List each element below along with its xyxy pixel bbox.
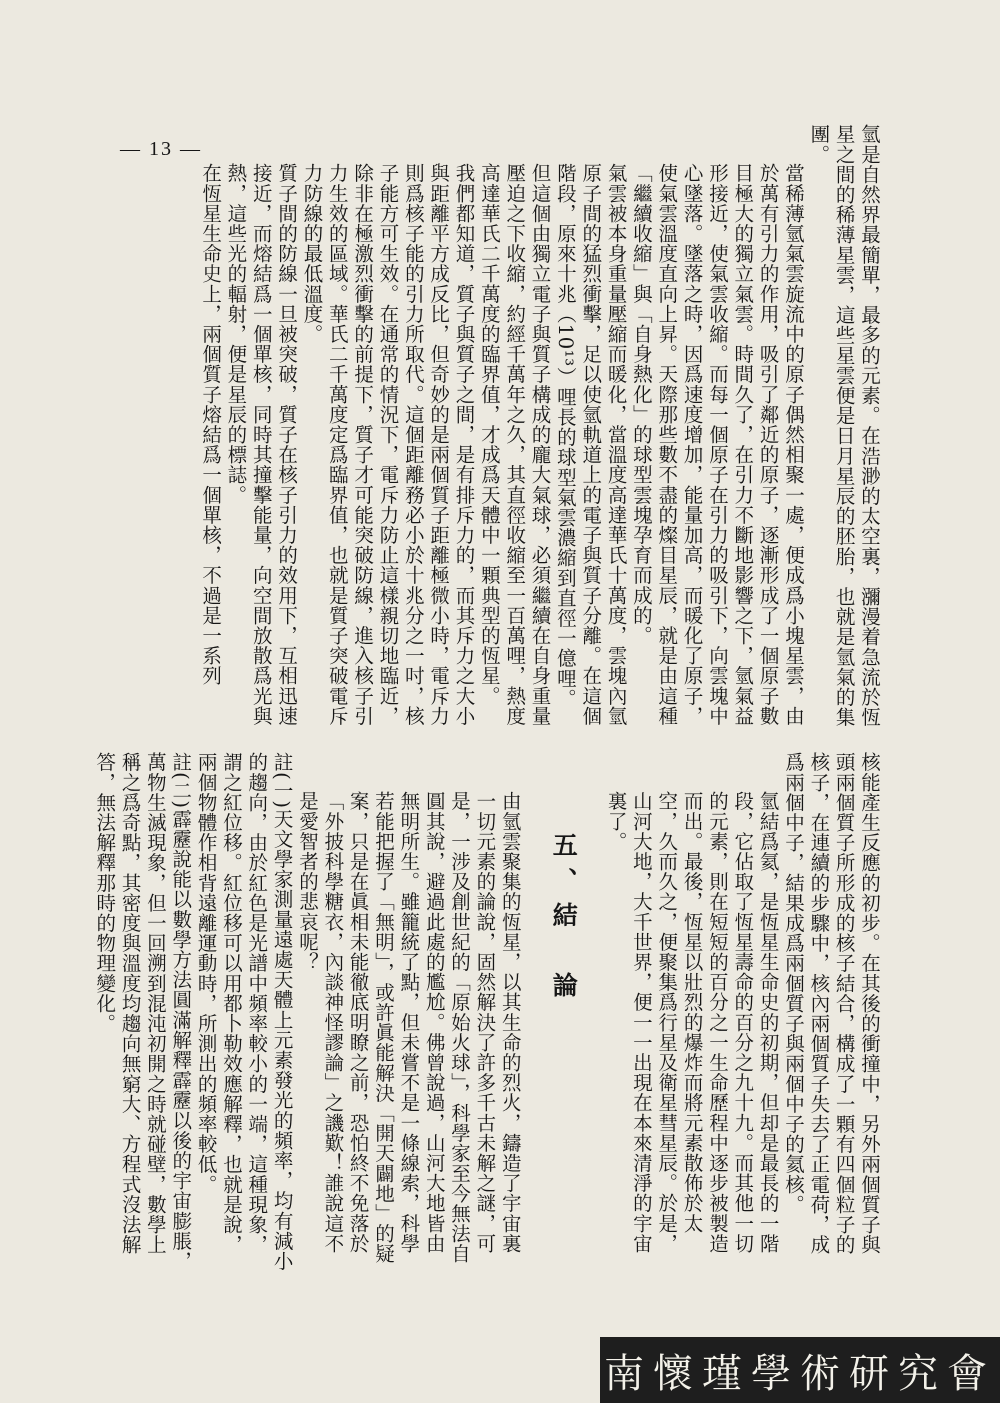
footnote: 註(一)天文學家測量遠處天體上元素發光的頻率，均有減小的趨向，由於紅色是光譜中頻率較小的一端，這種現象，謂之紅位移。紅位移可以用都卜勒效應解釋，也就是說，兩個物體作相背遠離運動時，所測出的頻率較低。 xyxy=(194,752,294,1271)
paragraph: 核能產生反應的初步。在其後的衝撞中，另外兩個質子與頭兩個質子所形成的核子結合，構成了一顆有四個粒子的核子，在連續的步驟中，核內兩個質子失去了正電荷，成爲兩個中子，結果成爲兩個質子與兩個中子的氦核。 xyxy=(781,752,881,1255)
paragraph: 由氫雲聚集的恆星，以其生命的烈火，鑄造了宇宙裏一切元素的論說，固然解決了許多千古未解之謎，可是，一涉及創世紀的「原始火球」，科學家至今無法自圓其說，避過此處的尷尬。佛曾說過，山河大地皆由無明所生。雖籠統了點，但未嘗不是一條線索，科學若能把握了「無明」，或許眞能解決「開天闢地」的疑案，只是在眞相未能徹底明瞭之前，恐怕終不免落於「外披科學糖衣，內談神怪謬論」之譏歎！誰說這不是愛智者的悲哀呢？ xyxy=(295,791,522,1264)
lower-text-block xyxy=(93,752,882,1272)
paragraph: 當稀薄氫氣雲旋流中的原子偶然相聚一處，便成爲小塊星雲，由於萬有引力的作用，吸引了鄰近的原子，逐漸形成了一個原子數目極大的獨立氣雲。時間久了，在引力不斷地影響之下，氫氣益形接近，使氣雲收縮。而每一個原子在引力的吸引下，向雲塊中心墜落。墜落之時，因爲速度增加，能量加高，而暖化了原子，使氣雲溫度直向上昇。天際那些數不盡的燦目星辰，就是由這種「繼續收縮」與「自身熱化」的球型雲塊孕育而成的。 xyxy=(629,163,805,726)
paragraph: 我們都知道，質子與質子之間，是有排斥力的，而其斥力之大小與距離平方成反比，但奇妙的是兩個質子距離極微小時，電斥力則爲核子能的引力所取代。這個距離務必小於十兆分之一吋，核子能方可生效。在通常的情況下，電斥力防止這樣親切地臨近，除非在極激烈衝擊的前提下，質子才可能突破防線，進入核子引力生效的區域。華氏二千萬度定爲臨界值，也就是質子突破電斥力防線的最低溫度。 xyxy=(300,163,476,726)
paragraph: 在恆星生命史上，兩個質子熔結爲一個單核，不過是一系列 xyxy=(199,163,223,686)
upper-text-block xyxy=(112,124,882,727)
watermark-banner: 南懷瑾學術研究會 xyxy=(600,1337,1000,1403)
footnote: 註(二)霹靂說能以數學方法圓滿解釋霹靂以後的宇宙膨脹，萬物生滅現象，但一回溯到混沌初開之時就碰壁，數學上稱之爲奇點，其密度與溫度均趨向無窮大、方程式沒法解答，無法解釋那時的物理變化。 xyxy=(93,752,193,1271)
paragraph: 氫是自然界最簡單，最多的元素。在浩渺的太空裏，瀰漫着急流於恆星之間的稀薄星雲，這些星雲便是日月星辰的胚胎，也就是氫氣的集團。 xyxy=(807,124,881,727)
paragraph: 質子間的防線一旦被突破，質子在核子引力的效用下，互相迅速接近，而熔結爲一個單核，同時其撞擊能量，向空間放散爲光與熱，這些光的輻射，便是星辰的標誌。 xyxy=(224,163,299,726)
column-spacer xyxy=(579,752,603,1272)
section-heading: 五、結 論 xyxy=(549,832,579,1007)
column-spacer xyxy=(523,752,547,1272)
paragraph: 氣雲被本身重量壓縮而暖化，當溫度高達華氏十萬度，雲塊內氫原子間的猛烈衝擊，足以使氫軌道上的電子與質子分離。在這個階段，原來十兆（10¹³）哩長的球型氣雲濃縮到直徑一億哩。但這個由獨立電子與質子構成的龐大氣球，必須繼續在自身重量壓迫之下收縮，約經千萬年之久，其直徑收縮至一百萬哩，熱度高達華氏二千萬度的臨界值，才成爲天體中一顆典型的恆星。 xyxy=(477,163,628,726)
page-number: — 13 — xyxy=(120,138,202,160)
paragraph: 氫結爲氦，是恆星生命史的初期，但却是最長的一階段，它佔取了恆星壽命的百分之九十九。而其他一切的元素，則在短短的百分之一生命歷程中逐步被製造而出。最後，恆星以壯烈的爆炸而將元素散佈於太空，久而久之，便聚集爲行星及衛星彗星辰。於是，山河大地，大千世界，便一一出現在本來清淨的宇宙裏了。 xyxy=(604,791,780,1254)
